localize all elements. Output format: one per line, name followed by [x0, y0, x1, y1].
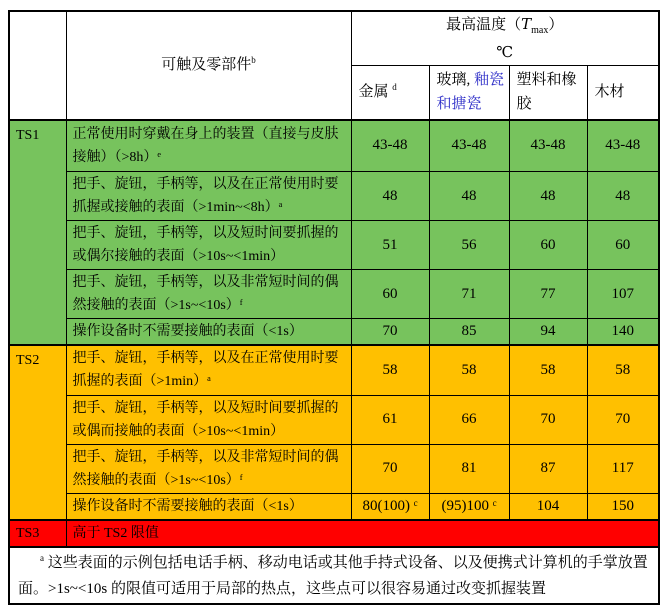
footnote-body: 这些表面的示例包括电话手柄、移动电话或其他手持式设备、以及便携式计算机的手掌放置面。>1s~<10s 的限值可适用于局部的热点，这些点可以很容易通过改变抓握装置 [18, 554, 648, 597]
row-description: 操作设备时不需要接触的表面（<1s） [66, 319, 351, 346]
tmax-suffix: ） [548, 17, 564, 33]
value-metal: 70 [351, 444, 429, 493]
value-glass: 56 [429, 221, 509, 270]
value-wood: 140 [587, 319, 659, 346]
value-wood: 117 [587, 444, 659, 493]
value-wood: 48 [587, 172, 659, 221]
value-wood: 58 [587, 345, 659, 395]
row-description: 把手、旋钮，手柄等，以及在正常使用时要抓握的表面（>1min）ᵃ [66, 345, 351, 395]
row-description: 把手、旋钮，手柄等，以及在正常使用时要抓握或接触的表面（>1min~<8h）ᵃ [66, 172, 351, 221]
value-plastic: 43-48 [509, 120, 587, 172]
tmax-subscript: max [531, 25, 549, 36]
row-description: 操作设备时不需要接触的表面（<1s） [66, 493, 351, 520]
value-glass: 43-48 [429, 120, 509, 172]
row-description: 正常使用时穿戴在身上的装置（直接与皮肤接触）（>8h）ᵉ [66, 120, 351, 172]
value-metal: 70 [351, 319, 429, 346]
row-description: 把手、旋钮，手柄等，以及非常短时间的偶然接触的表面（>1s~<10s）ᶠ [66, 270, 351, 319]
corner-cell [9, 11, 66, 120]
ts1-section [9, 120, 659, 346]
value-metal: 58 [351, 345, 429, 395]
column-header-plastic [509, 66, 587, 120]
column-header-glass [429, 66, 509, 120]
tmax-prefix: 最高温度（ [446, 17, 522, 33]
tmax-unit: ℃ [496, 45, 514, 61]
tmax-symbol: T [521, 15, 532, 33]
value-glass: 85 [429, 319, 509, 346]
row-description: 把手、旋钮，手柄等，以及短时间要抓握的或偶尔接触的表面（>10s~<1min） [66, 221, 351, 270]
table-row [9, 444, 659, 493]
footnote-ref-a: a [40, 552, 44, 563]
value-glass: 71 [429, 270, 509, 319]
table-row [9, 172, 659, 221]
column-header-wood [587, 66, 659, 120]
ts2-label: TS2 [9, 345, 66, 520]
row-description: 把手、旋钮，手柄等，以及短时间要抓握的或偶而接触的表面（>10s~<1min） [66, 395, 351, 444]
value-wood: 107 [587, 270, 659, 319]
value-wood: 43-48 [587, 120, 659, 172]
value-plastic: 58 [509, 345, 587, 395]
accessible-parts-label: 可触及零部件 [161, 56, 252, 73]
tmax-header [351, 11, 659, 66]
accessible-parts-header [66, 11, 351, 120]
table-row [9, 520, 659, 547]
ts3-label: TS3 [9, 520, 66, 547]
plastic-rubber-label: 塑料和橡胶 [516, 72, 577, 113]
table-row [9, 270, 659, 319]
header-row-tmax [9, 11, 659, 66]
table-row [9, 221, 659, 270]
value-plastic: 77 [509, 270, 587, 319]
value-glass: (95)100 ᶜ [429, 493, 509, 520]
footnote-cell [9, 547, 659, 604]
value-metal: 43-48 [351, 120, 429, 172]
footnote-text [14, 549, 654, 602]
table-row [9, 345, 659, 395]
wood-label: 木材 [594, 84, 625, 101]
table-footnote-section [9, 547, 659, 604]
ts1-label: TS1 [9, 120, 66, 346]
value-metal: 48 [351, 172, 429, 221]
footnote-ref-b: b [251, 54, 256, 65]
glaze-enamel-label: 釉瓷和搪瓷 [436, 72, 505, 113]
glass-label: 玻璃, [436, 72, 475, 89]
table-row [9, 319, 659, 346]
ts3-description: 高于 TS2 限值 [66, 520, 659, 547]
value-metal: 80(100) ᶜ [351, 493, 429, 520]
value-plastic: 104 [509, 493, 587, 520]
table-row [9, 395, 659, 444]
column-header-metal [351, 66, 429, 120]
table-row [9, 120, 659, 172]
value-plastic: 94 [509, 319, 587, 346]
value-wood: 70 [587, 395, 659, 444]
table-header [9, 11, 659, 120]
value-glass: 66 [429, 395, 509, 444]
value-glass: 58 [429, 345, 509, 395]
value-metal: 61 [351, 395, 429, 444]
footnote-row [9, 547, 659, 604]
value-metal: 51 [351, 221, 429, 270]
value-plastic: 87 [509, 444, 587, 493]
metal-label: 金属 [358, 84, 389, 101]
value-plastic: 60 [509, 221, 587, 270]
value-wood: 60 [587, 221, 659, 270]
table-row [9, 493, 659, 520]
row-description: 把手、旋钮，手柄等，以及非常短时间的偶然接触的表面（>1s~<10s）ᶠ [66, 444, 351, 493]
value-glass: 48 [429, 172, 509, 221]
value-plastic: 48 [509, 172, 587, 221]
value-plastic: 70 [509, 395, 587, 444]
temperature-limits-table [8, 10, 660, 605]
footnote-ref-d: d [392, 82, 397, 93]
value-wood: 150 [587, 493, 659, 520]
value-glass: 81 [429, 444, 509, 493]
value-metal: 60 [351, 270, 429, 319]
ts2-section [9, 345, 659, 520]
ts3-section [9, 520, 659, 547]
